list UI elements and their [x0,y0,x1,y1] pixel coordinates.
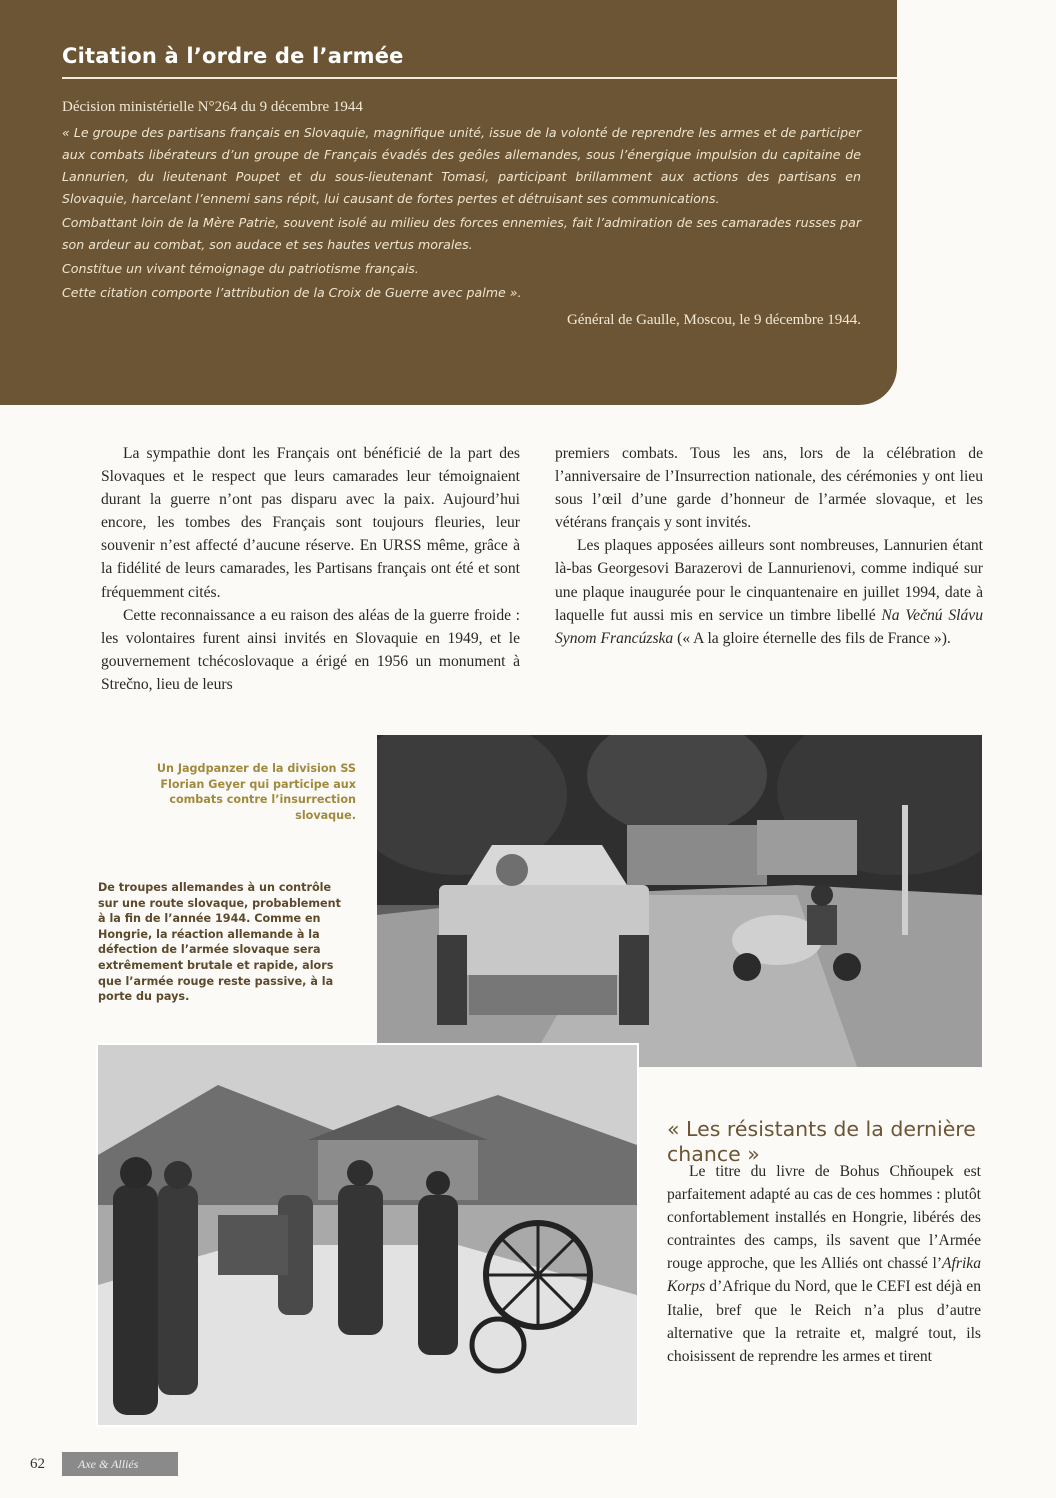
citation-paragraph: Constitue un vivant témoignage du patriotisme français. [62,261,419,276]
body-text: (« A la gloire éternelle des fils de France »). [673,629,951,647]
body-paragraph [555,534,983,649]
citation-paragraph: « Le groupe des partisans français en Slovaquie, magnifique unité, issue de la volonté de reprendre les armes et de participer aux combats libérateurs d’un groupe de Français évadés des geôles allemandes, sous l’énergique impulsion du capitaine de Lannurien, du lieutenant Poupet et du sous-lieutenant Tomasi, participant brillamment aux actions des partisans en Slovaquie, harcelant l’ennemi sans répit, lui causant de fortes pertes et détruisant ses communications. [62,125,861,206]
citation-paragraph: Cette citation comporte l’attribution de la Croix de Guerre avec palme ». [62,285,522,300]
article-column-left [101,442,520,696]
citation-box [0,0,897,405]
body-text: Le titre du livre de Bohus Chňoupek est parfaitement adapté au cas de ces hommes : plutôt confortablement installés en Hongrie, libérés des contraintes des camps, ils savent que l’Armée rouge approche, que les Alliés ont chassé l’ [667,1163,981,1273]
citation-decision: Décision ministérielle N°264 du 9 décembre 1944 [62,99,363,115]
photo-jagdpanzer [377,735,982,1067]
photo-checkpoint [96,1043,639,1427]
body-text: Les plaques apposées ailleurs sont nombreuses, Lannurien étant là-bas Georgesovi Barazerovi de Lannurienovi, comme indiqué sur une plaque inaugurée pour le cinquantenaire en juillet 1994, date à laquelle fut aussi mis en service un timbre libellé [555,537,983,624]
article-column-bottom [667,1160,981,1368]
body-paragraph: La sympathie dont les Français ont bénéficié de la part des Slovaques et le respect que leurs camarades leur témoignaient durant la guerre n’ont pas disparu avec la paix. Aujourd’hui encore, les tombes des Français sont toujours fleuries, leur souvenir n’est affecté d’aucune réserve. En URSS même, grâce à la fidélité de leurs camarades, les Partisans français ont été et sont fréquemment cités. [101,445,520,601]
page-number: 62 [30,1456,45,1472]
citation-title: Citation à l’ordre de l’armée [62,44,404,68]
photo-jagdpanzer-drawing [377,735,982,1067]
citation-divider [62,77,897,79]
photo-caption-troops: De troupes allemandes à un contrôle sur une route slovaque, probablement à la fin de l’année 1944. Comme en Hongrie, la réaction allemande à la défection de l’armée slovaque sera extrêmement brutale et rapide, alors que l’armée rouge reste passive, à la porte du pays. [98,881,341,1004]
publication-name: Axe & Alliés [62,1452,178,1476]
body-paragraph: Cette reconnaissance a eu raison des aléas de la guerre froide : les volontaires furent ainsi invités en Slovaquie en 1949, et le gouvernement tchécoslovaque a érigé en 1956 un monument à Strečno, lieu de leurs [101,606,520,693]
stamp-inscription: Na Večnú Slávu Synom Francúzska [555,606,984,647]
article-column-right [555,442,983,650]
photo-caption-jagdpanzer: Un Jagdpanzer de la division SS Florian Geyer qui participe aux combats contre l’insurrection slovaque. [156,762,356,822]
section-heading: « Les résistants de la dernière chance » [667,1116,976,1166]
citation-paragraph: Combattant loin de la Mère Patrie, souvent isolé au milieu des forces ennemies, fait l’admiration de ses camarades russes par son ardeur au combat, son audace et ses hautes vertus morales. [62,215,861,252]
body-paragraph [667,1160,981,1368]
citation-signature: Général de Gaulle, Moscou, le 9 décembre 1944. [566,312,861,328]
body-text: d’Afrique du Nord, que le CEFI est déjà en Italie, bref que le Reich n’a plus d’autre alternative que la retraite et, malgré tout, ils choisissent de reprendre les armes et tirent [667,1278,981,1365]
photo-checkpoint-drawing [98,1045,637,1425]
body-paragraph-continued: premiers combats. Tous les ans, lors de la célébration de l’anniversaire de l’Insurrection nationale, des cérémonies y ont lieu sous l’œil d’une garde d’honneur de l’armée slovaque, et les vétérans français y sont invités. [555,445,983,532]
italic-term: Afrika Korps [667,1255,981,1296]
